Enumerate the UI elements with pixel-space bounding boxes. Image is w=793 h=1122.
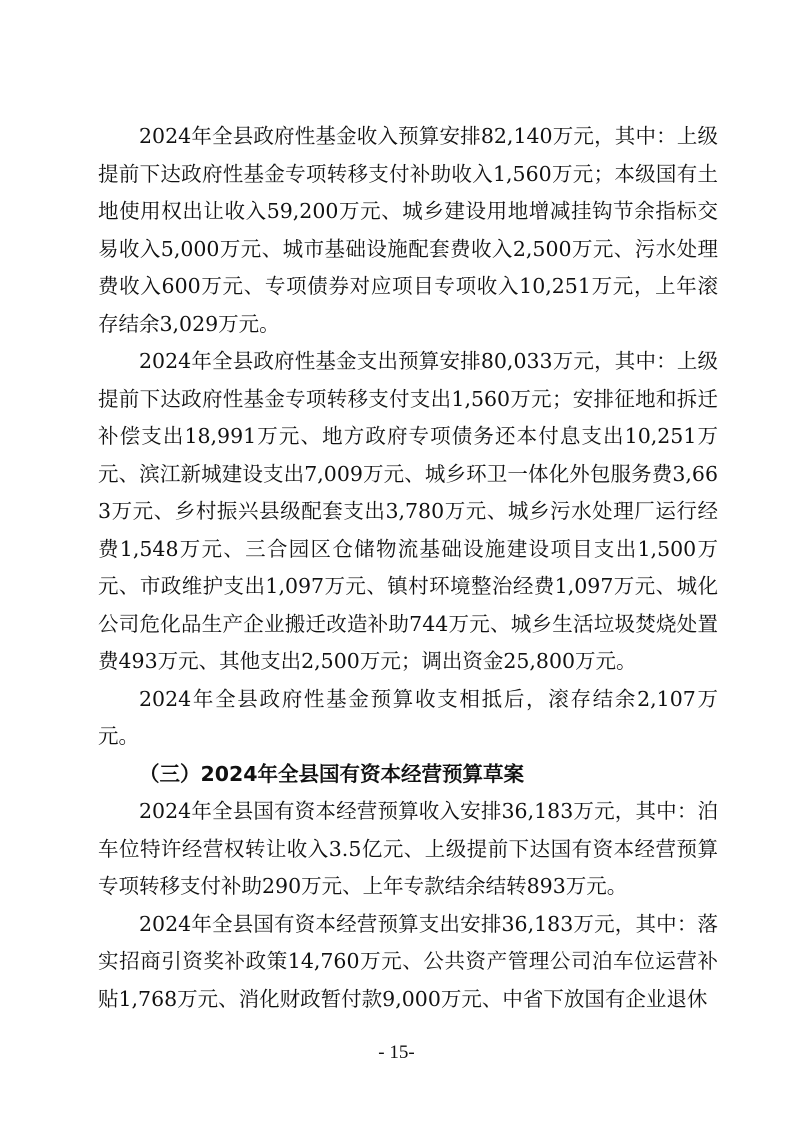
page-number: - 15- <box>378 1042 415 1063</box>
section-heading: （三）2024年全县国有资本经营预算草案 <box>139 761 525 786</box>
paragraph-fund-expenditure: 2024年全县政府性基金支出预算安排80,033万元，其中：上级提前下达政府性基金专项转移支付支出1,560万元；安排征地和拆迁补偿支出18,991万元、地方政府专项债务还本付息支出10,251万元、滨江新城建设支出7,009万元、城乡环卫一体化外包服务费3,663万元、乡村振兴县级配套支出3,780万元、城乡污水处理厂运行经费1,548万元、三合园区仓储物流基础设施建设项目支出1,500万元、市政维护支出1,097万元、镇村环境整治经费1,097万元、城化公司危化品生产企业搬迁改造补助744万元、城乡生活垃圾焚烧处置费493万元、其他支出2,500万元；调出资金25,800万元。 <box>98 349 718 673</box>
document-body <box>98 118 718 1018</box>
paragraph-fund-balance: 2024年全县政府性基金预算收支相抵后，滚存结余2,107万元。 <box>98 686 718 748</box>
paragraph-state-capital-revenue: 2024年全县国有资本经营预算收入安排36,183万元，其中：泊车位特许经营权转让收入3.5亿元、上级提前下达国有资本经营预算专项转移支付补助290万元、上年专款结余结转893万元。 <box>98 799 718 898</box>
paragraph-fund-revenue: 2024年全县政府性基金收入预算安排82,140万元，其中：上级提前下达政府性基金专项转移支付补助收入1,560万元；本级国有土地使用权出让收入59,200万元、城乡建设用地增减挂钩节余指标交易收入5,000万元、城市基础设施配套费收入2,500万元、污水处理费收入600万元、专项债券对应项目专项收入10,251万元，上年滚存结余3,029万元。 <box>98 124 718 336</box>
paragraph-state-capital-expenditure: 2024年全县国有资本经营预算支出安排36,183万元，其中：落实招商引资奖补政策14,760万元、公共资产管理公司泊车位运营补贴1,768万元、消化财政暂付款9,000万元、中省下放国有企业退休 <box>98 911 718 1011</box>
